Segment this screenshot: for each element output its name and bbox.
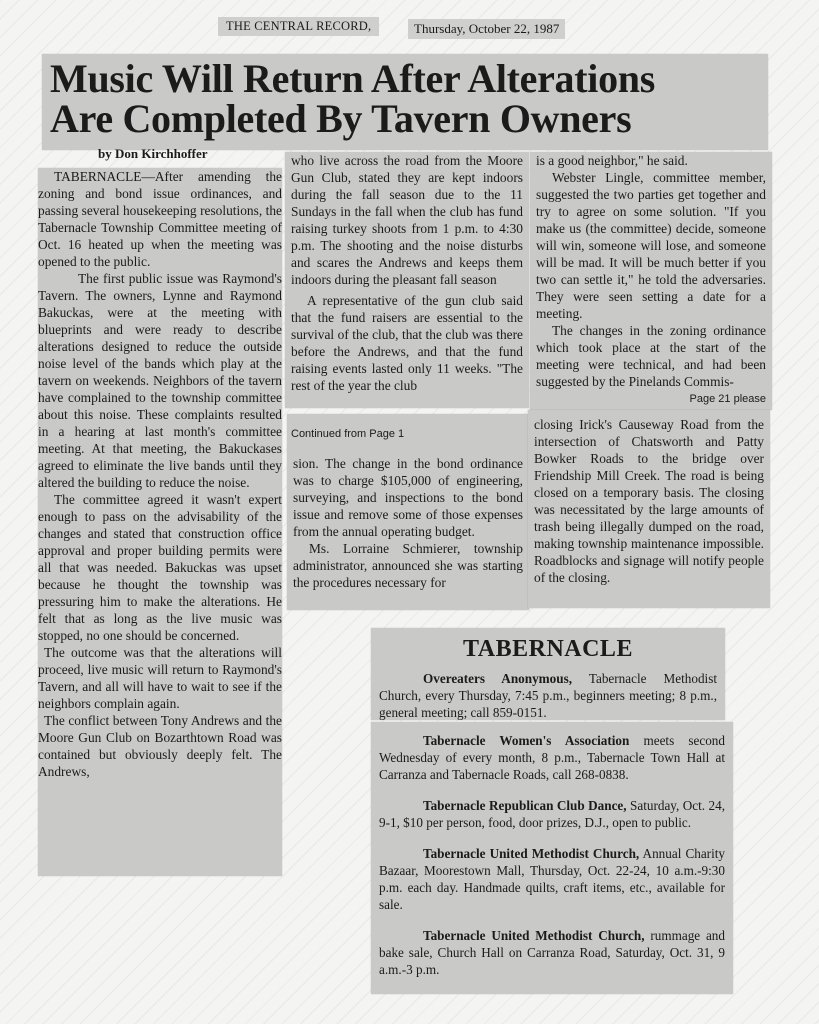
article-paragraph: closing Irick's Causeway Road from the intersection of Chatsworth and Patty Bowker Roads to the bridge over Friendship Mill Creek. The road is being closed on a temporary basis. The closing was necessitated by the large amounts of trash being illegally dumped on the road, making township maintenance impossible. Roadblocks and signage will notify people of the closing.	[534, 417, 764, 585]
article-column-3	[530, 152, 772, 410]
issue-date: Thursday, October 22, 1987	[408, 19, 565, 39]
continued-header: Continued from Page 1	[291, 428, 405, 440]
entry-name: Tabernacle United Methodist Church,	[423, 846, 640, 861]
entry-text: meets second Wednesday of every month, 8 p.m., Tabernacle Town Hall at Carranza and Tabernacle Roads, call 268-0838.	[379, 733, 725, 782]
continued-column-left	[287, 414, 529, 610]
entry-text: Saturday, Oct. 24, 9-1, $10 per person, food, door prizes, D.J., open to public.	[379, 798, 725, 830]
article-paragraph: who live across the road from the Moore Gun Club, stated they are kept indoors during the fall season due to the 11 Sundays in the fall when the club has fund raising turkey shoots from 1 p.m. to 4:30 p.m. The shooting and the noise disturbs and scares the Andrews and keeps them indoors during the pleasant fall season	[291, 153, 523, 287]
headline-line-1: Music Will Return After Alterations	[50, 56, 656, 101]
newspaper-name: THE CENTRAL RECORD,	[218, 17, 379, 36]
entry-text: Annual Charity Bazaar, Moorestown Mall, Thursday, Oct. 22-24, 10 a.m.-9:30 p.m. each day. Handmade quilts, craft items, etc., available for sale.	[379, 846, 725, 912]
continued-column-right	[528, 410, 770, 608]
article-paragraph: The outcome was that the alterations will proceed, live music will return to Raymond's Tavern, and all will have to wait to see if the neighbors complain again.	[38, 645, 282, 711]
article-paragraph: TABERNACLE—After amending the zoning and bond issue ordinances, and passing several housekeeping resolutions, the Tabernacle Township Committee meeting of Oct. 16 heated up when the meeting was opened to the public.	[38, 169, 282, 269]
article-paragraph: Webster Lingle, committee member, suggested the two parties get together and try to agree on some solution. "If you make us (the committee) decide, someone will win, someone will lose, and someone will be mad. It will be much better if you two can settle it," he told the adversaries. They were seen setting a date for a meeting.	[536, 170, 766, 321]
byline: by Don Kirchhoffer	[98, 146, 208, 161]
entry-name: Tabernacle Republican Club Dance,	[423, 798, 627, 813]
entry-text: rummage and bake sale, Church Hall on Carranza Road, Saturday, Oct. 31, 9 a.m.-3 p.m.	[379, 928, 725, 977]
headline-box	[42, 54, 768, 150]
headline-line-2: Are Completed By Tavern Owners	[50, 96, 632, 141]
article-column-1	[38, 168, 282, 876]
entry-text: Tabernacle Methodist Church, every Thursday, 7:45 p.m., beginners meeting; 8 p.m., general meeting; call 859-0151.	[379, 671, 717, 720]
article-paragraph: Ms. Lorraine Schmierer, township administrator, announced she was starting the procedures necessary for	[293, 541, 523, 590]
jump-reference: Page 21 please	[689, 393, 766, 405]
calendar-entry	[379, 732, 725, 783]
article-paragraph: The changes in the zoning ordinance which took place at the start of the meeting were technical, and had been suggested by the Pinelands Commis-	[536, 323, 766, 389]
calendar-entry	[379, 670, 717, 721]
entry-name: Tabernacle Women's Association	[423, 733, 630, 748]
article-paragraph: The committee agreed it wasn't expert enough to pass on the advisability of the changes and stated that construction office approval and proper building permits were all that was needed. Bakuckas was upset because he thought the township was pressuring him to make the alterations. He felt that as long as the live music was stopped, no one should be concerned.	[38, 492, 282, 643]
entry-name: Overeaters Anonymous,	[423, 671, 573, 686]
calendar-entry	[379, 927, 725, 978]
entry-name: Tabernacle United Methodist Church,	[423, 928, 645, 943]
tabernacle-header-box	[371, 628, 725, 720]
article-column-2	[285, 152, 529, 408]
article-paragraph: sion. The change in the bond ordinance was to charge $105,000 of engineering, surveying, and inspections to the bond issue and remove some of those expenses from the annual operating budget.	[293, 456, 523, 539]
masthead	[218, 14, 588, 42]
article-paragraph: A representative of the gun club said that the fund raisers are essential to the survival of the club, that the club was there before the Andrews, and that the fund raising events lasted only 11 weeks. "The rest of the year the club	[291, 293, 523, 393]
section-title: TABERNACLE	[463, 636, 633, 662]
article-paragraph: is a good neighbor," he said.	[536, 153, 688, 168]
calendar-entry	[379, 797, 725, 831]
tabernacle-calendar	[371, 722, 733, 994]
article-paragraph: The first public issue was Raymond's Tavern. The owners, Lynne and Raymond Bakuckas, were at the meeting with blueprints and were ready to describe alterations designed to reduce the outside noise level of the bands which play at the tavern on weekends. Neighbors of the tavern have complained to the township committee about this noise. These complaints resulted in a hearing at last month's committee meeting. At that meeting, the Bakuckases agreed to eliminate the live bands until they altered the building to reduce the noise.	[38, 271, 282, 490]
article-paragraph: The conflict between Tony Andrews and the Moore Gun Club on Bozarthtown Road was contained but obviously deeply felt. The Andrews,	[38, 713, 282, 779]
calendar-entry	[379, 845, 725, 913]
